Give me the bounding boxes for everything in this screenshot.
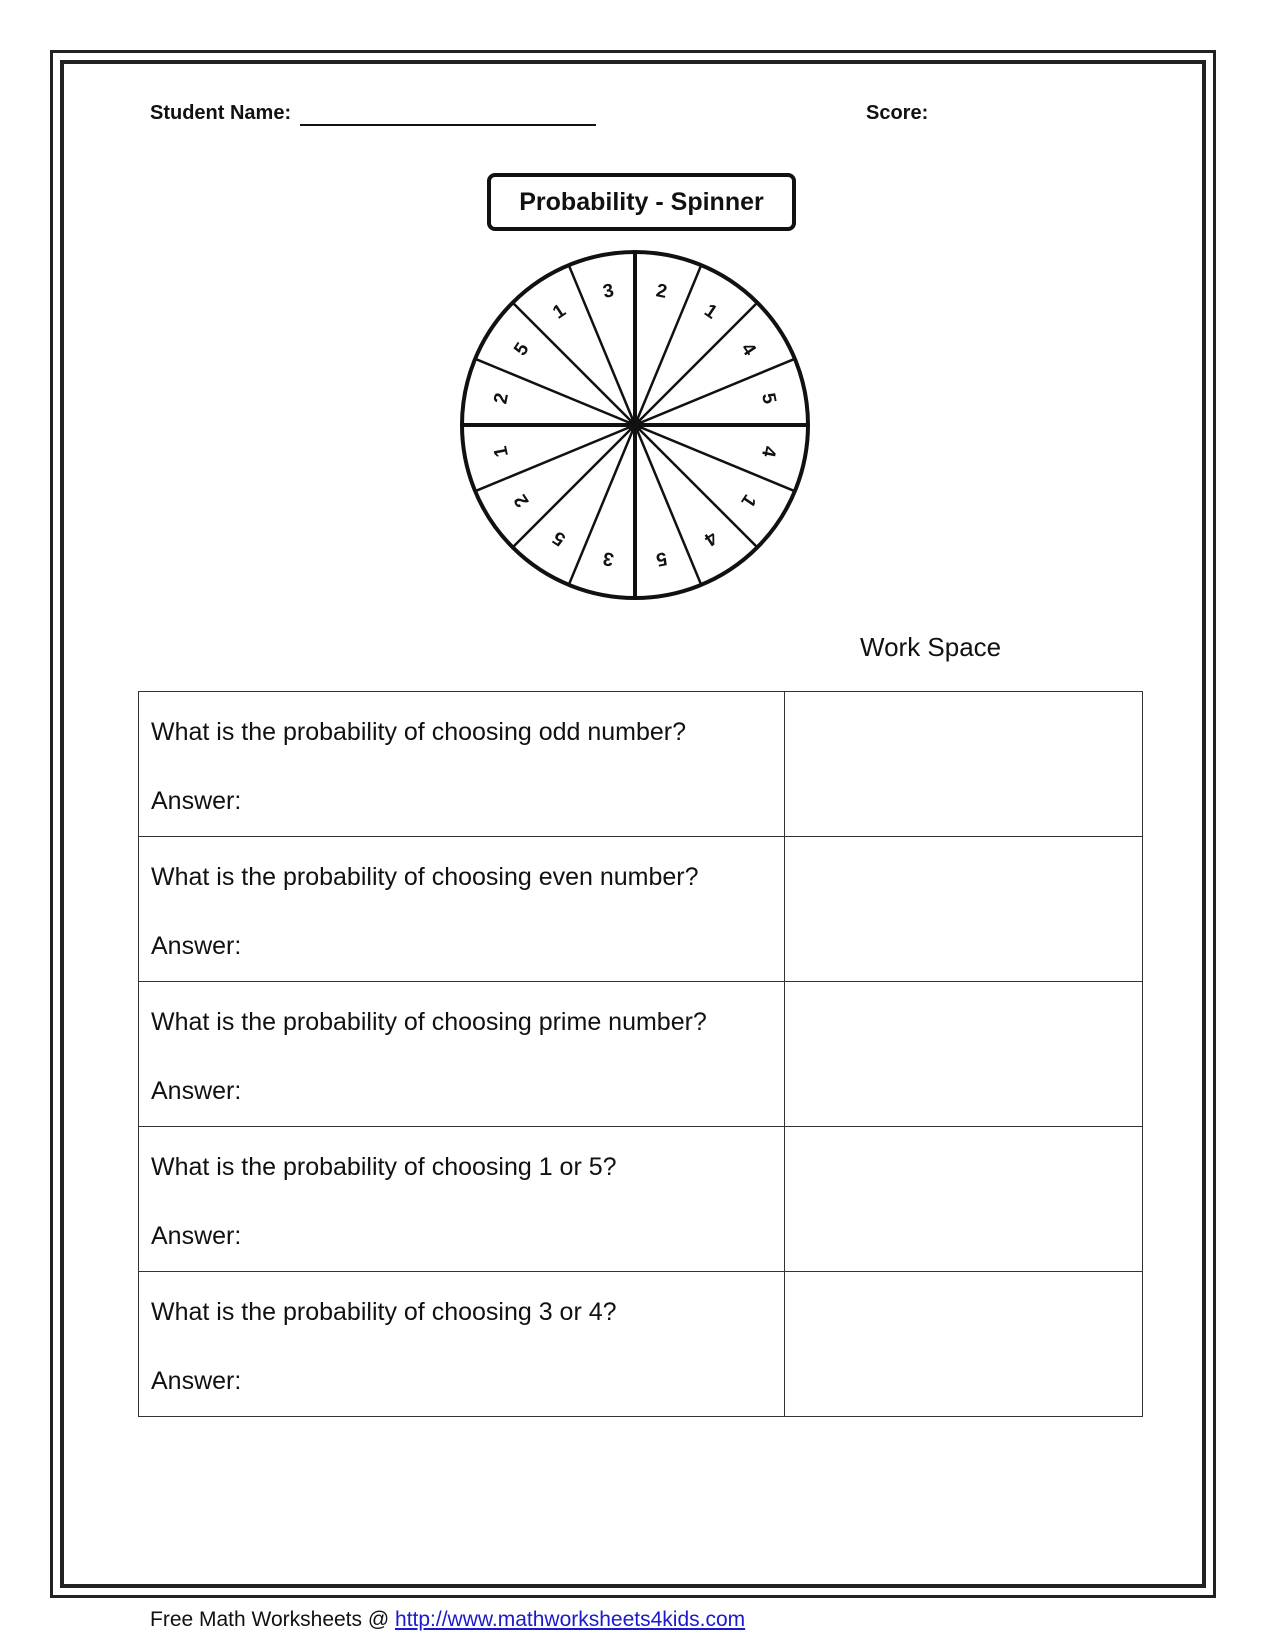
spinner-divider [635, 425, 757, 547]
question-row [139, 1127, 1143, 1272]
question-row [139, 1272, 1143, 1417]
student-name-label: Student Name: [150, 102, 292, 124]
spinner-section-label: 1 [490, 444, 513, 459]
spinner-section-label: 2 [510, 490, 534, 511]
footer-text: Free Math Worksheets @ [150, 1608, 396, 1631]
question-cell [139, 982, 785, 1127]
spinner-divider [513, 425, 635, 547]
spinner-section-label: 2 [654, 280, 669, 303]
answer-label: Answer: [151, 1222, 242, 1250]
question-text: What is the probability of choosing even number? [151, 863, 699, 891]
footer-link[interactable]: http://www.mathworksheets4kids.com [395, 1608, 746, 1631]
answer-label: Answer: [151, 1367, 242, 1395]
work-space-cell[interactable] [785, 1127, 1143, 1272]
spinner-section-label: 4 [736, 339, 760, 360]
spinner-section-label: 3 [601, 547, 616, 570]
spinner-divider [513, 303, 635, 425]
questions-table [138, 691, 1143, 1417]
spinner-section-label: 4 [757, 444, 780, 459]
spinner-section-label: 1 [549, 300, 570, 324]
spinner-section-label: 3 [601, 280, 616, 303]
student-name-blank[interactable] [300, 124, 596, 126]
spinner-section-label: 1 [700, 300, 721, 324]
work-space-cell[interactable] [785, 1272, 1143, 1417]
question-text: What is the probability of choosing 1 or 5? [151, 1153, 617, 1181]
question-cell [139, 837, 785, 982]
answer-label: Answer: [151, 787, 242, 815]
spinner-section-label: 1 [736, 490, 760, 511]
spinner-section-label: 5 [549, 526, 570, 550]
work-space-label: Work Space [860, 632, 1002, 662]
work-space-cell[interactable] [785, 837, 1143, 982]
question-row [139, 837, 1143, 982]
question-row [139, 982, 1143, 1127]
footer [150, 1608, 745, 1632]
question-text: What is the probability of choosing odd number? [151, 718, 687, 746]
spinner-section-label: 5 [757, 391, 780, 406]
question-text: What is the probability of choosing 3 or 4? [151, 1298, 617, 1326]
spinner-section-label: 4 [700, 526, 721, 550]
score-label: Score: [866, 102, 929, 124]
spinner-section-label: 5 [654, 547, 669, 570]
spinner-wheel [455, 245, 815, 605]
work-space-cell[interactable] [785, 982, 1143, 1127]
answer-label: Answer: [151, 932, 242, 960]
question-row [139, 692, 1143, 837]
answer-label: Answer: [151, 1077, 242, 1105]
spinner-section-label: 2 [490, 391, 513, 406]
worksheet-title-text: Probability - Spinner [519, 187, 764, 216]
question-cell [139, 1127, 785, 1272]
spinner-section-label: 5 [510, 339, 534, 360]
question-text: What is the probability of choosing prime number? [151, 1008, 707, 1036]
question-cell [139, 1272, 785, 1417]
work-space-cell[interactable] [785, 692, 1143, 837]
question-cell [139, 692, 785, 837]
spinner-divider [635, 303, 757, 425]
spinner-center [628, 418, 642, 432]
worksheet-title [487, 173, 796, 231]
